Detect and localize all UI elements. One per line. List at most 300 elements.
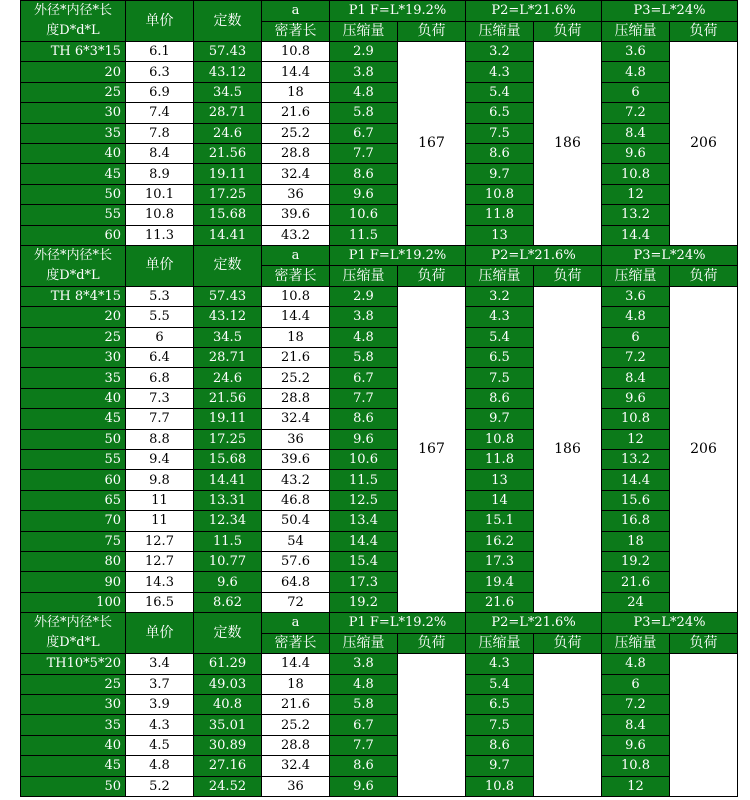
model-size: 25 [21,327,126,347]
p1-compression: 11.5 [330,470,398,490]
table-row [21,103,738,123]
spring-constant: 40.8 [194,694,262,714]
model-size: 25 [21,82,126,102]
solid-length: 57.6 [262,551,330,571]
header-compression: 压缩量 [466,633,534,654]
p2-compression: 6.5 [466,694,534,714]
p3-compression: 12 [602,184,670,204]
solid-length: 18 [262,82,330,102]
spring-constant: 15.68 [194,205,262,225]
table-row [21,348,738,368]
spring-constant: 28.71 [194,103,262,123]
p3-compression: 12 [602,776,670,796]
solid-length: 32.4 [262,164,330,184]
p2-compression: 10.8 [466,776,534,796]
header-model-dimensions [21,1,126,42]
p2-compression: 11.8 [466,450,534,470]
table-row [21,327,738,347]
p1-compression: 8.6 [330,409,398,429]
table-row [21,592,738,612]
header-solid-length: 密著长 [262,21,330,42]
unit-price: 14.3 [126,572,194,592]
table-row [21,551,738,571]
p2-compression: 9.7 [466,164,534,184]
header-load: 负荷 [398,633,466,654]
p3-load: 206 [670,42,738,246]
header-p3: P3=L*24% [602,613,738,634]
p1-compression: 9.6 [330,429,398,449]
header-compression: 压缩量 [602,633,670,654]
p2-compression: 17.3 [466,551,534,571]
unit-price: 6.9 [126,82,194,102]
spring-constant: 10.77 [194,551,262,571]
unit-price: 10.8 [126,205,194,225]
model-size: 90 [21,572,126,592]
solid-length: 28.8 [262,388,330,408]
solid-length: 10.8 [262,42,330,62]
unit-price: 3.4 [126,654,194,674]
table-row [21,511,738,531]
p3-compression: 8.4 [602,715,670,735]
p1-compression: 17.3 [330,572,398,592]
header-model-line1: 外径*内径*长 [33,247,112,263]
solid-length: 39.6 [262,205,330,225]
p1-compression: 13.4 [330,511,398,531]
header-p2: P2=L*21.6% [466,245,602,266]
p2-compression: 8.6 [466,388,534,408]
table-row [21,225,738,245]
p2-compression: 15.1 [466,511,534,531]
table-row [21,184,738,204]
p2-compression: 9.7 [466,409,534,429]
unit-price: 8.8 [126,429,194,449]
header-p3: P3=L*24% [602,1,738,22]
p1-compression: 15.4 [330,551,398,571]
p1-compression: 8.6 [330,164,398,184]
p3-compression: 9.6 [602,143,670,163]
solid-length: 25.2 [262,123,330,143]
p1-compression: 10.6 [330,450,398,470]
header-model-line1: 外径*内径*长 [33,615,112,631]
p2-compression: 8.6 [466,735,534,755]
model-size: 60 [21,225,126,245]
p1-compression: 12.5 [330,490,398,510]
unit-price: 10.1 [126,184,194,204]
p3-compression: 18 [602,531,670,551]
model-size: 70 [21,511,126,531]
header-p1: P1 F=L*19.2% [330,1,466,22]
model-size: 40 [21,143,126,163]
spring-constant: 14.41 [194,470,262,490]
table-row [21,674,738,694]
p2-compression: 4.3 [466,307,534,327]
p1-compression: 5.8 [330,694,398,714]
spring-spec-table [20,0,738,797]
p3-compression: 10.8 [602,756,670,776]
spring-constant: 17.25 [194,184,262,204]
unit-price: 6.8 [126,368,194,388]
p3-compression: 4.8 [602,307,670,327]
table-row [21,531,738,551]
header-p1: P1 F=L*19.2% [330,613,466,634]
header-row-top [21,245,738,266]
unit-price: 7.4 [126,103,194,123]
spring-constant: 57.43 [194,42,262,62]
p1-compression: 6.7 [330,715,398,735]
unit-price: 16.5 [126,592,194,612]
header-model-line2: 度D*d*L [46,23,100,38]
p1-compression: 10.6 [330,205,398,225]
unit-price: 7.3 [126,388,194,408]
header-load: 负荷 [398,266,466,287]
model-size: 40 [21,388,126,408]
header-model-dimensions [21,613,126,654]
solid-length: 28.8 [262,735,330,755]
unit-price: 12.7 [126,551,194,571]
p1-compression: 5.8 [330,348,398,368]
spring-constant: 49.03 [194,674,262,694]
header-p3: P3=L*24% [602,245,738,266]
unit-price: 11 [126,490,194,510]
spring-constant: 27.16 [194,756,262,776]
header-compression: 压缩量 [602,266,670,287]
solid-length: 64.8 [262,572,330,592]
table-row [21,143,738,163]
header-compression: 压缩量 [466,266,534,287]
spring-constant: 28.71 [194,348,262,368]
model-size: TH 8*4*15 [21,286,126,306]
solid-length: 54 [262,531,330,551]
p2-compression: 7.5 [466,123,534,143]
table-row [21,42,738,62]
p3-compression: 3.6 [602,42,670,62]
spring-constant: 21.56 [194,143,262,163]
model-size: 100 [21,592,126,612]
p2-compression: 5.4 [466,674,534,694]
model-size: 55 [21,450,126,470]
unit-price: 11 [126,511,194,531]
p1-compression: 7.7 [330,143,398,163]
spring-constant: 13.31 [194,490,262,510]
p3-compression: 6 [602,327,670,347]
solid-length: 21.6 [262,694,330,714]
p3-compression: 3.6 [602,286,670,306]
header-solid-length: 密著长 [262,633,330,654]
p3-compression: 6 [602,82,670,102]
p2-compression: 7.5 [466,715,534,735]
p3-compression: 9.6 [602,388,670,408]
header-compression: 压缩量 [466,21,534,42]
p3-compression: 8.4 [602,368,670,388]
p3-compression: 8.4 [602,123,670,143]
p2-compression: 3.2 [466,42,534,62]
model-size: 80 [21,551,126,571]
spring-constant: 17.25 [194,429,262,449]
header-model-line2: 度D*d*L [46,267,100,283]
model-size: 55 [21,205,126,225]
p3-compression: 14.4 [602,470,670,490]
table-row [21,735,738,755]
spring-constant: 12.34 [194,511,262,531]
table-row [21,450,738,470]
model-size: TH10*5*20 [21,654,126,674]
p2-compression: 8.6 [466,143,534,163]
spring-constant: 9.6 [194,572,262,592]
p3-load: 206 [670,286,738,612]
p1-compression: 5.8 [330,103,398,123]
spring-constant: 43.12 [194,62,262,82]
spring-constant: 24.6 [194,123,262,143]
table-row [21,429,738,449]
solid-length: 18 [262,674,330,694]
spring-constant: 43.12 [194,307,262,327]
header-compression: 压缩量 [602,21,670,42]
unit-price: 7.8 [126,123,194,143]
header-p2: P2=L*21.6% [466,613,602,634]
p3-compression: 19.2 [602,551,670,571]
model-size: 35 [21,368,126,388]
unit-price: 6 [126,327,194,347]
solid-length: 39.6 [262,450,330,470]
header-unit-price: 单价 [126,1,194,42]
p1-load [398,654,466,797]
table-row [21,654,738,674]
unit-price: 12.7 [126,531,194,551]
solid-length: 50.4 [262,511,330,531]
p1-compression: 2.9 [330,42,398,62]
model-size: 50 [21,184,126,204]
p3-compression: 14.4 [602,225,670,245]
header-solid-length: 密著长 [262,266,330,287]
p2-load [534,654,602,797]
p3-compression: 4.8 [602,654,670,674]
spring-constant: 11.5 [194,531,262,551]
table-row [21,715,738,735]
model-size: 65 [21,490,126,510]
p2-compression: 16.2 [466,531,534,551]
solid-length: 21.6 [262,348,330,368]
p1-compression: 9.6 [330,184,398,204]
p3-compression: 13.2 [602,450,670,470]
p3-compression: 10.8 [602,164,670,184]
header-model-dimensions [21,245,126,286]
spring-constant: 14.41 [194,225,262,245]
p2-compression: 14 [466,490,534,510]
p3-compression: 13.2 [602,205,670,225]
p3-compression: 6 [602,674,670,694]
unit-price: 9.4 [126,450,194,470]
unit-price: 6.1 [126,42,194,62]
header-load: 负荷 [670,633,738,654]
p2-compression: 10.8 [466,429,534,449]
p2-compression: 4.3 [466,654,534,674]
model-size: 35 [21,715,126,735]
p2-compression: 4.3 [466,62,534,82]
solid-length: 36 [262,429,330,449]
solid-length: 43.2 [262,225,330,245]
p1-compression: 4.8 [330,674,398,694]
p1-compression: 3.8 [330,307,398,327]
unit-price: 9.8 [126,470,194,490]
solid-length: 43.2 [262,470,330,490]
model-size: 30 [21,103,126,123]
header-p2: P2=L*21.6% [466,1,602,22]
p2-compression: 3.2 [466,286,534,306]
unit-price: 8.4 [126,143,194,163]
unit-price: 6.3 [126,62,194,82]
spring-constant: 15.68 [194,450,262,470]
spring-constant: 34.5 [194,327,262,347]
header-constant: 定数 [194,245,262,286]
p1-load: 167 [398,42,466,246]
spring-constant: 34.5 [194,82,262,102]
solid-length: 28.8 [262,143,330,163]
table-row [21,490,738,510]
p2-compression: 19.4 [466,572,534,592]
table-row [21,470,738,490]
p3-compression: 12 [602,429,670,449]
p3-compression: 7.2 [602,694,670,714]
header-model-line2: 度D*d*L [46,635,100,651]
p2-compression: 7.5 [466,368,534,388]
solid-length: 36 [262,776,330,796]
header-unit-price: 单价 [126,245,194,286]
unit-price: 5.2 [126,776,194,796]
model-size: TH 6*3*15 [21,42,126,62]
unit-price: 11.3 [126,225,194,245]
model-size: 50 [21,429,126,449]
model-size: 40 [21,735,126,755]
solid-length: 25.2 [262,368,330,388]
p2-compression: 6.5 [466,103,534,123]
table-row [21,164,738,184]
header-load: 负荷 [670,21,738,42]
p1-compression: 7.7 [330,388,398,408]
unit-price: 3.7 [126,674,194,694]
header-constant: 定数 [194,613,262,654]
p3-compression: 15.6 [602,490,670,510]
table-row [21,368,738,388]
model-size: 60 [21,470,126,490]
p3-compression: 10.8 [602,409,670,429]
unit-price: 8.9 [126,164,194,184]
p2-compression: 5.4 [466,82,534,102]
table-row [21,694,738,714]
spring-constant: 8.62 [194,592,262,612]
p2-compression: 13 [466,470,534,490]
table-row [21,82,738,102]
table-row [21,62,738,82]
unit-price: 4.5 [126,735,194,755]
header-row-top [21,613,738,634]
model-size: 50 [21,776,126,796]
model-size: 75 [21,531,126,551]
header-row-top [21,1,738,22]
solid-length: 72 [262,592,330,612]
solid-length: 36 [262,184,330,204]
spring-constant: 57.43 [194,286,262,306]
p1-compression: 6.7 [330,123,398,143]
header-load: 负荷 [670,266,738,287]
spring-constant: 19.11 [194,409,262,429]
unit-price: 4.3 [126,715,194,735]
model-size: 35 [21,123,126,143]
p3-compression: 9.6 [602,735,670,755]
p1-compression: 4.8 [330,327,398,347]
solid-length: 21.6 [262,103,330,123]
model-size: 30 [21,694,126,714]
spring-constant: 30.89 [194,735,262,755]
solid-length: 14.4 [262,307,330,327]
header-constant: 定数 [194,1,262,42]
spring-constant: 19.11 [194,164,262,184]
unit-price: 7.7 [126,409,194,429]
table-row [21,388,738,408]
p2-compression: 21.6 [466,592,534,612]
table-row [21,307,738,327]
model-size: 45 [21,164,126,184]
unit-price: 3.9 [126,694,194,714]
table-row [21,572,738,592]
header-load: 负荷 [534,21,602,42]
p1-load: 167 [398,286,466,612]
solid-length: 32.4 [262,756,330,776]
spring-constant: 61.29 [194,654,262,674]
unit-price: 5.5 [126,307,194,327]
solid-length: 18 [262,327,330,347]
table-row [21,286,738,306]
p1-compression: 6.7 [330,368,398,388]
spec-table-body [21,1,738,797]
p1-compression: 9.6 [330,776,398,796]
p2-compression: 6.5 [466,348,534,368]
solid-length: 25.2 [262,715,330,735]
p3-compression: 4.8 [602,62,670,82]
unit-price: 5.3 [126,286,194,306]
header-compression: 压缩量 [330,266,398,287]
p2-compression: 5.4 [466,327,534,347]
p1-compression: 11.5 [330,225,398,245]
p2-compression: 9.7 [466,756,534,776]
solid-length: 46.8 [262,490,330,510]
header-compression: 压缩量 [330,633,398,654]
p2-compression: 11.8 [466,205,534,225]
spring-constant: 21.56 [194,388,262,408]
table-row [21,776,738,796]
p3-compression: 16.8 [602,511,670,531]
p2-load: 186 [534,42,602,246]
p2-load: 186 [534,286,602,612]
p1-compression: 14.4 [330,531,398,551]
unit-price: 4.8 [126,756,194,776]
spring-constant: 24.52 [194,776,262,796]
header-compression: 压缩量 [330,21,398,42]
p3-compression: 7.2 [602,348,670,368]
header-load: 负荷 [534,633,602,654]
p1-compression: 8.6 [330,756,398,776]
p2-compression: 10.8 [466,184,534,204]
spring-constant: 35.01 [194,715,262,735]
table-row [21,409,738,429]
p3-compression: 7.2 [602,103,670,123]
p3-compression: 21.6 [602,572,670,592]
model-size: 25 [21,674,126,694]
header-a: a [262,245,330,266]
p3-load [670,654,738,797]
header-a: a [262,1,330,22]
solid-length: 14.4 [262,654,330,674]
model-size: 20 [21,62,126,82]
